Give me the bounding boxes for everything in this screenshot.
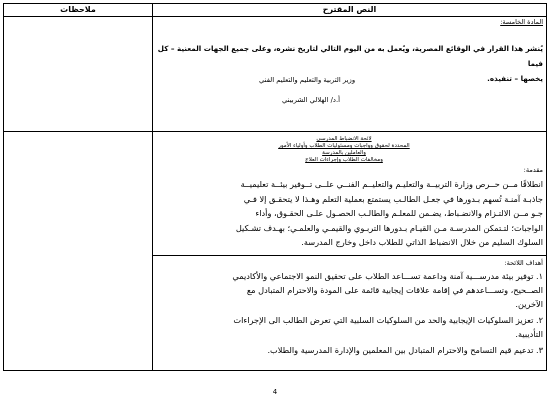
goal-line: ١. توفير بيئة مدرســـية آمنة وداعمة تســـاعد الطلاب على تحقيق النمو الاجتماعي والأكاديمي bbox=[232, 271, 543, 281]
goal-item bbox=[154, 343, 543, 357]
page-number: 4 bbox=[272, 388, 278, 396]
row-divider bbox=[4, 131, 546, 132]
signer-name: أ.د/ الهلالي الشربيني bbox=[282, 96, 341, 104]
intro-line: الواجبات؛ لتـتمكن المدرسـة مـن القيـام بـدورها التربـوي والقيمـي والعلمـي؛ بهـدف تشـكيل bbox=[235, 222, 543, 233]
regulation-title-line: ومخالفات الطلاب وإجراءات العلاج bbox=[305, 157, 383, 163]
regulation-title-line: لائحة الانضباط المدرسي bbox=[316, 136, 372, 142]
column-divider bbox=[152, 4, 153, 370]
intro-heading: مقدمة: bbox=[523, 166, 543, 174]
intro-line: جـو مــن الالتـزام والانضـباط، يضـمن للمعلـم والطالـب الحصـول علـى الحقـوق، وأداء bbox=[255, 208, 543, 219]
document-table bbox=[3, 3, 547, 371]
goal-line: التأديبية. bbox=[515, 329, 543, 339]
header-divider bbox=[4, 16, 546, 17]
signer-title: وزير التربية والتعليم والتعليم الفني bbox=[259, 76, 356, 84]
publish-line: يُنشر هذا القرار في الوقائع المصرية، ويُعمل به من اليوم التالي لتاريخ نشره، وعلى جميع الجهات المعنية – كل فيما bbox=[157, 44, 543, 68]
intro-paragraph bbox=[154, 177, 543, 250]
intro-line: جاذبـة آمنـة تُسهم بـدورها في جعـل الطالـب يستمتع بعملية التعلم وهـذا لا يتحقـق إلا فـي bbox=[243, 193, 543, 204]
text-column-header: النص المقترح bbox=[322, 5, 377, 14]
regulation-title bbox=[234, 136, 454, 164]
goals-heading: أهداف اللائحة: bbox=[504, 259, 543, 267]
publish-line: يخصها – تنفيذه. bbox=[487, 74, 543, 83]
goal-item bbox=[154, 313, 543, 341]
intro-line: انطلاقًا مــن حــرص وزارة التربيــة والتعليـم والتعليــم الفنــي علــى تــوفير بيئــة تعليميــة bbox=[240, 179, 543, 189]
article-title: المادة الخامسة: bbox=[500, 18, 543, 26]
notes-column-header: ملاحظات bbox=[60, 5, 96, 14]
goal-item bbox=[154, 269, 543, 311]
goal-line: الآخرين. bbox=[515, 299, 543, 309]
goal-line: ٢. تعزيز السلوكيات الإيجابية والحد من السلوكيات السلبية التي تعرض الطالب الى الإجراءات bbox=[233, 315, 543, 325]
goal-line: الصــحيح، وتســـاعدهم في إقامة علاقات إيجابية قائمة على المودة والاحترام المتبادل مع bbox=[246, 285, 543, 295]
regulation-title-line: والعاملين بالمدرسة bbox=[322, 150, 366, 156]
goal-line: ٣. تدعيم قيم التسامح والاحترام المتبادل بين المعلمين والإدارة المدرسية والطلاب. bbox=[267, 345, 543, 355]
intro-line: السلوك السليم من خلال الانضباط الذاتي للطلاب داخل وخارج المدرسة. bbox=[301, 237, 543, 248]
section-divider bbox=[152, 255, 546, 256]
regulation-title-line: المحددة لحقوق وواجبات ومسئوليات الطلاب وأولياء الأمور bbox=[278, 143, 410, 149]
